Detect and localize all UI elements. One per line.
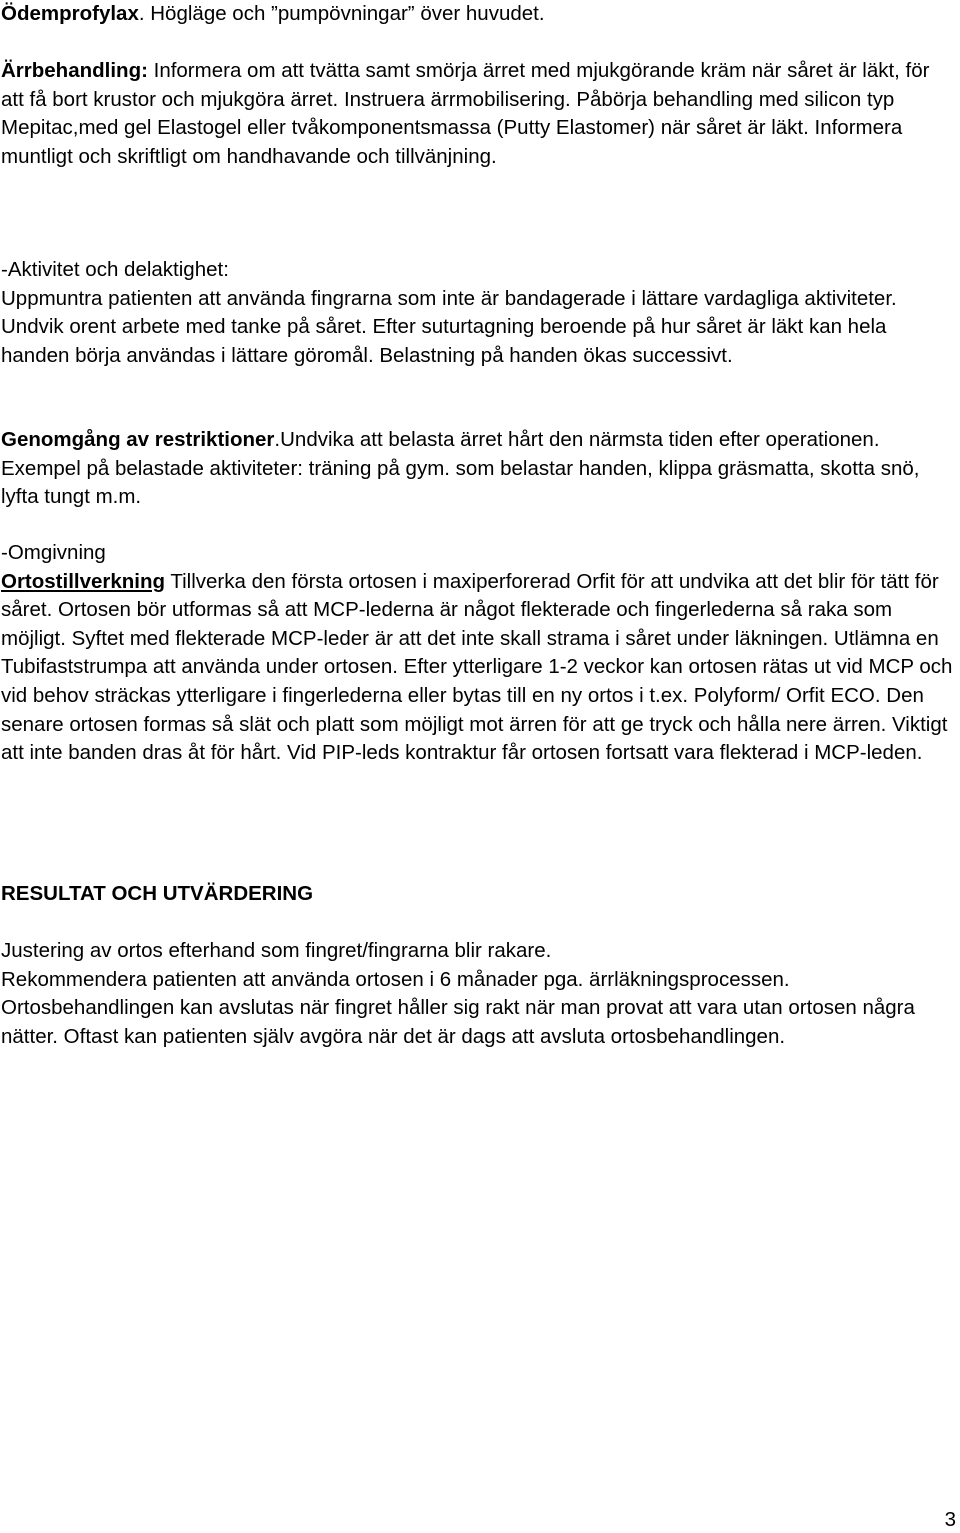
section-label-aktivitet: -Aktivitet och delaktighet:: [1, 258, 229, 281]
paragraph-resultat: [1, 937, 956, 1051]
term-arrbehandling: Ärrbehandling:: [1, 59, 148, 82]
paragraph-line: Rekommendera patienten att använda ortosen i 6 månader pga. ärrläkningsprocessen.: [1, 967, 790, 991]
paragraph-text: Uppmuntra patienten att använda fingrarna som inte är bandagerade i lättare vardagliga aktiviteter. Undvik orent arbete med tanke på såret. Efter suturtagning beroende på hur såret är läkt kan hela handen börja användas i lättare göromål. Belastning på handen ökas successivt.: [1, 286, 897, 367]
paragraph-text: Ortosbehandlingen kan avslutas när fingret håller sig rakt när man provat att vara utan ortosen några nätter. Oftast kan patienten själv avgöra när det är dags att avsluta ortosbehandlingen.: [1, 996, 915, 1048]
paragraph-restriktioner: [1, 426, 956, 512]
paragraph-text: . Högläge och ”pumpövningar” över huvudet.: [138, 2, 545, 25]
section-heading: RESULTAT OCH UTVÄRDERING: [1, 882, 314, 905]
paragraph-text-wrap: [1, 568, 956, 768]
paragraph-aktivitet: [1, 256, 956, 370]
paragraph-arrbehandling: [1, 57, 956, 171]
paragraph-text: Tillverka den första ortosen i maxiperforerad Orfit för att undvika att det blir för tätt för såret. Ortosen bör utformas så att MCP-lederna är något flekterade och fingerlederna så raka som möjligt. Syftet med flekterade MCP-leder är att det inte skall strama i såret under läkningen. Utlämna en Tubifaststrumpa att använda under ortosen. Efter ytterligare 1-2 veckor kan ortosen rätas ut vid MCP och vid behov sträckas ytterligare i fingerlederna eller bytas till en ny ortos i t.ex. Polyform/ Orfit ECO. Den senare ortosen formas så slät och platt som möjligt mot ärren för att ge tryck och hålla nere ärren. Viktigt att inte banden dras åt för hårt. Vid PIP-leds kontraktur får ortosen fortsatt vara flekterad i MCP-leden.: [1, 569, 953, 765]
paragraph-omgivning: [1, 539, 956, 768]
section-label-omgivning: -Omgivning: [1, 541, 106, 564]
page-number: 3: [944, 1508, 956, 1531]
term-restriktioner: Genomgång av restriktioner: [1, 428, 275, 451]
term-ortostillverkning: Ortostillverkning: [1, 569, 166, 593]
paragraph-line: Justering av ortos efterhand som fingret/fingrarna blir rakare.: [1, 939, 552, 962]
term-odemprofylax: Ödemprofylax: [1, 2, 139, 25]
paragraph-odemprofylax: [1, 0, 956, 29]
paragraph-text: .Undvika att belasta ärret hårt den närmsta tiden efter operationen. Exempel på belastade aktiviteter: träning på gym. som belastar handen, klippa gräsmatta, skotta snö, lyfta tungt m.m.: [1, 428, 920, 509]
paragraph-text: Informera om att tvätta samt smörja ärret med mjukgörande kräm när såret är läkt, för att få bort krustor och mjukgöra ärret. Instruera ärrmobilisering. Påbörja behandling med silicon typ Mepitac,med gel Elastogel eller tvåkomponentsmassa (Putty Elastomer) när såret är läkt. Informera muntligt och skriftligt om handhavande och tillvänjning.: [1, 59, 930, 168]
